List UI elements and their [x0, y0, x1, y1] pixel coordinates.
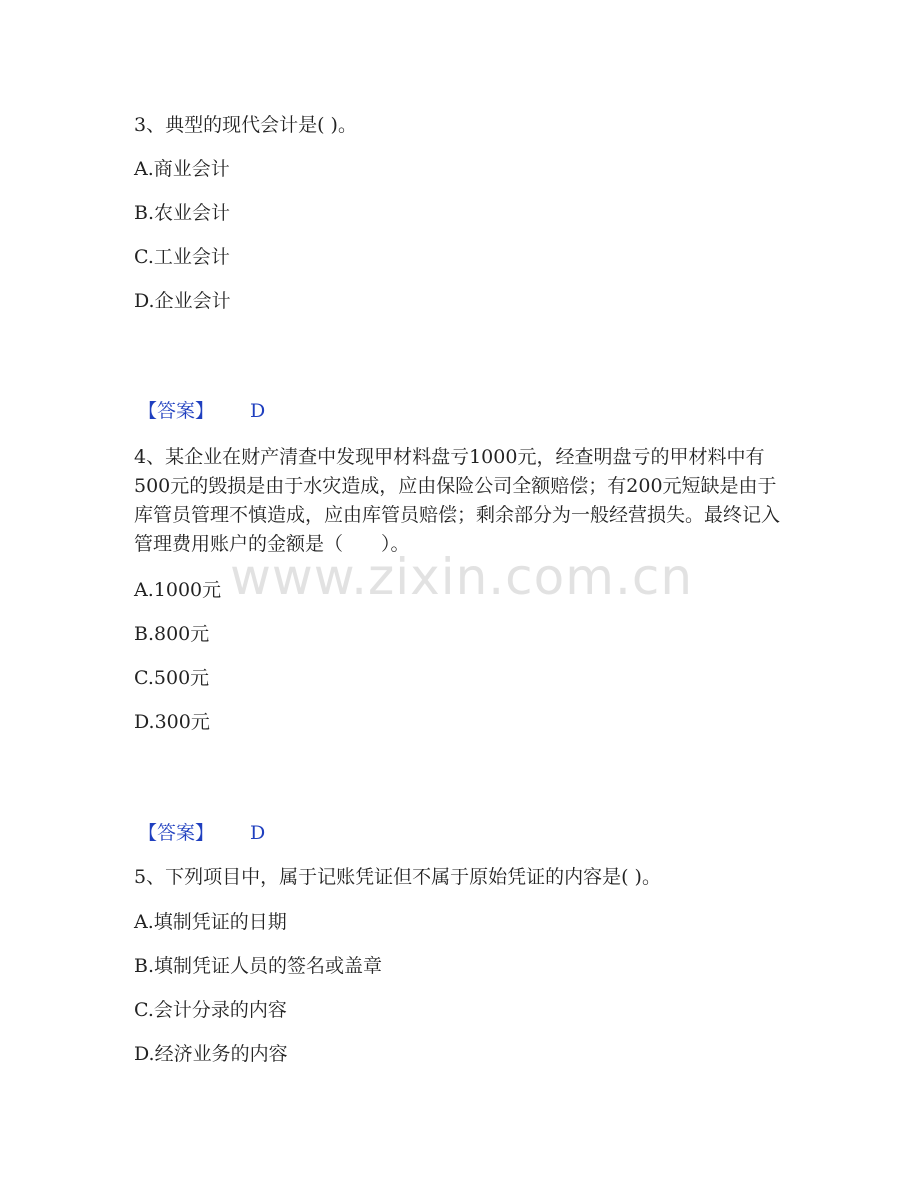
question-3-option-a: A.商业会计	[134, 158, 230, 180]
answer-value: D	[250, 822, 266, 844]
question-5-option-b: B.填制凭证人员的签名或盖章	[134, 955, 383, 977]
question-5-option-d: D.经济业务的内容	[134, 1043, 288, 1065]
answer-label: 【答案】	[138, 400, 215, 422]
question-5-stem: 5、下列项目中，属于记账凭证但不属于原始凭证的内容是( )。	[134, 866, 661, 888]
question-3-stem: 3、典型的现代会计是( )。	[134, 114, 357, 136]
answer-label: 【答案】	[138, 822, 215, 844]
question-4-answer	[138, 822, 265, 844]
question-3-option-c: C.工业会计	[134, 246, 230, 268]
question-3-option-b: B.农业会计	[134, 202, 231, 224]
question-5-option-c: C.会计分录的内容	[134, 999, 287, 1021]
question-4-option-a: A.1000元	[134, 579, 222, 601]
question-3-answer	[138, 400, 265, 422]
question-4-option-b: B.800元	[134, 623, 210, 645]
answer-value: D	[250, 400, 266, 422]
question-4-option-d: D.300元	[134, 711, 210, 733]
question-3-option-d: D.企业会计	[134, 290, 231, 312]
watermark: www.zixin.com.cn	[230, 548, 694, 606]
question-4-stem: 4、某企业在财产清查中发现甲材料盘亏1000元，经查明盘亏的甲材料中有500元的毁损是由于水灾造成，应由保险公司全额赔偿；有200元短缺是由于库管员管理不慎造成，应由库管员赔偿；剩余部分为一般经营损失。最终记入管理费用账户的金额是（ ）。	[134, 446, 781, 555]
question-5-option-a: A.填制凭证的日期	[134, 911, 287, 933]
question-4-option-c: C.500元	[134, 667, 210, 689]
